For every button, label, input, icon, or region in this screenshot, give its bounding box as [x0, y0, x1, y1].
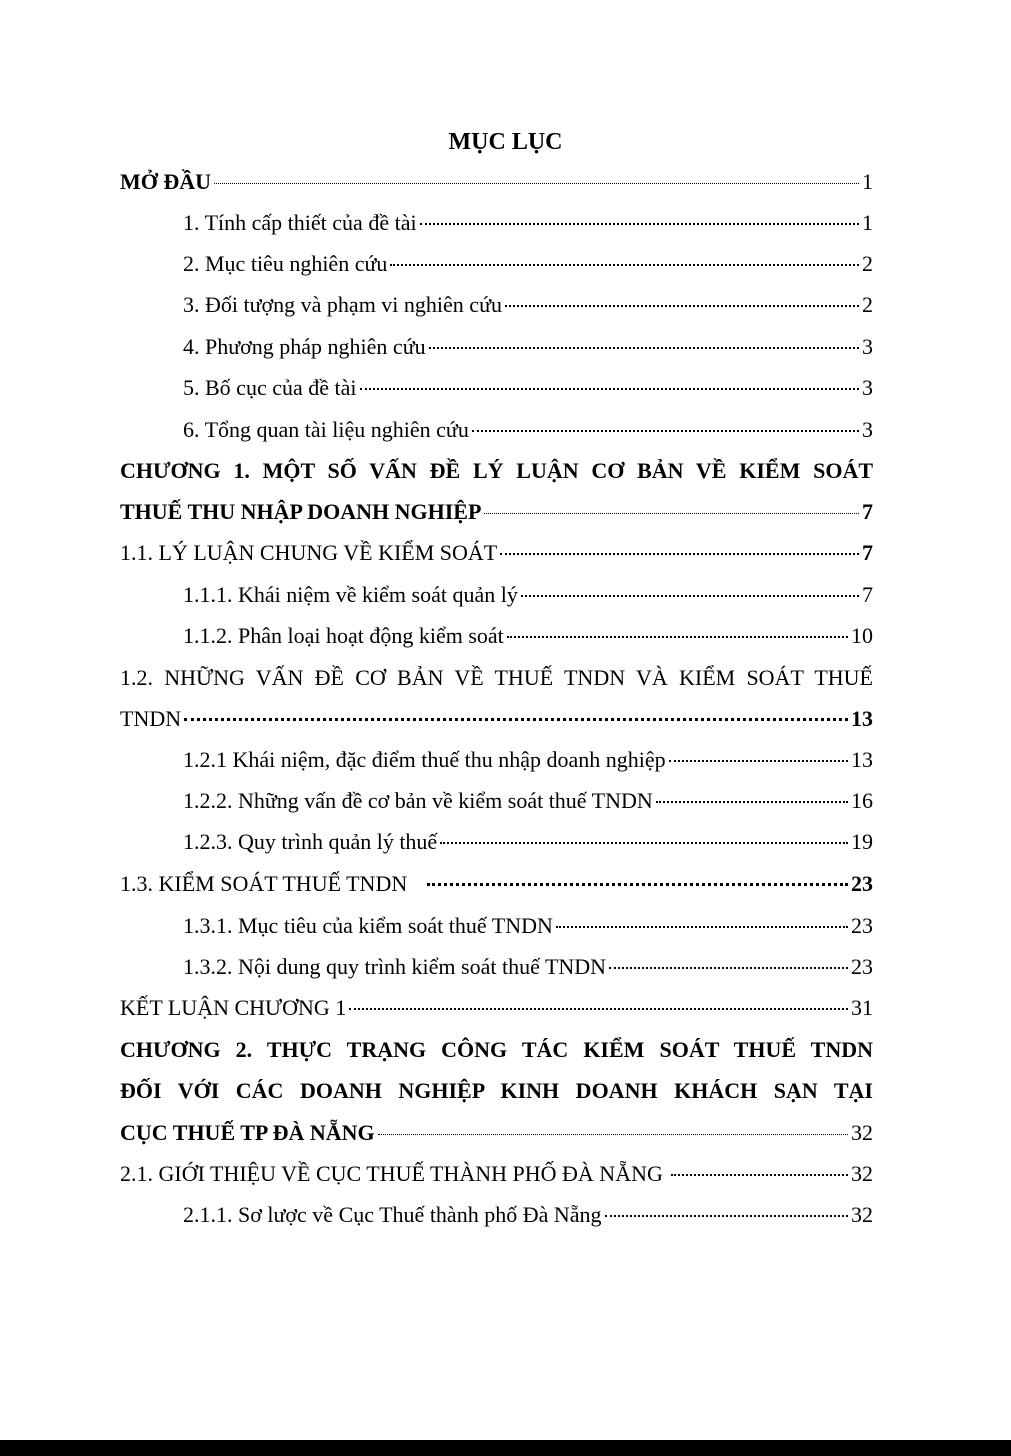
toc-section-2-1[interactable]: [120, 1156, 873, 1192]
toc-page-number: 3: [862, 375, 873, 400]
toc-entry[interactable]: [183, 577, 873, 613]
dot-leader: [390, 263, 859, 266]
toc-entry-label: 1.3.1. Mục tiêu của kiểm soát thuế TNDN: [183, 913, 553, 938]
toc-page-number: 32: [851, 1161, 873, 1186]
toc-page-number: 3: [862, 334, 873, 359]
toc-entry[interactable]: [183, 742, 873, 778]
dot-leader: [656, 800, 848, 803]
toc-entry-label: 1.2.3. Quy trình quản lý thuế: [183, 829, 438, 854]
toc-section-1-3[interactable]: [120, 866, 873, 902]
dot-leader: [609, 966, 848, 969]
toc-page-number: 1: [862, 169, 873, 194]
toc-page-number: 23: [851, 954, 873, 979]
toc-entry-label: CỤC THUẾ TP ĐÀ NẴNG: [120, 1120, 375, 1145]
toc-chapter-2-heading-line[interactable]: CHƯƠNG 2. THỰC TRẠNG CÔNG TÁC KIỂM SOÁT THUẾ TNDN: [120, 1037, 873, 1062]
toc-chapter-2-heading-line[interactable]: ĐỐI VỚI CÁC DOANH NGHIỆP KINH DOANH KHÁCH SẠN TẠI: [120, 1078, 873, 1103]
dot-leader: [556, 925, 848, 928]
dot-leader: [484, 512, 859, 514]
toc-entry-label: 1.1. LÝ LUẬN CHUNG VỀ KIỂM SOÁT: [120, 540, 498, 565]
toc-entry-label: 6. Tổng quan tài liệu nghiên cứu: [183, 417, 469, 442]
toc-page-number: 7: [862, 582, 873, 607]
dot-leader: [349, 1007, 848, 1010]
dot-leader: [671, 1173, 848, 1176]
toc-entry-label: 1.1.1. Khái niệm về kiểm soát quản lý: [183, 582, 518, 607]
toc-entry-label: 3. Đối tượng và phạm vi nghiên cứu: [183, 292, 502, 317]
toc-entry-label: 1.2.1 Khái niệm, đặc điểm thuế thu nhập doanh nghiệp: [183, 747, 666, 772]
toc-entry-label: 1.1.2. Phân loại hoạt động kiểm soát: [183, 623, 504, 648]
dot-leader: [420, 222, 859, 225]
toc-page-number: 32: [851, 1120, 873, 1145]
toc-entry[interactable]: [183, 329, 873, 365]
toc-section-1-2[interactable]: [120, 701, 873, 737]
toc-page-number: 7: [862, 499, 873, 524]
bottom-edge-bar: [0, 1440, 1011, 1456]
toc-entry[interactable]: [183, 246, 873, 282]
dot-leader: [360, 387, 860, 390]
toc-page-number: 10: [851, 623, 873, 648]
dot-leader: [505, 304, 859, 307]
dot-leader: [472, 429, 859, 432]
dot-leader: [429, 346, 859, 349]
dot-leader: [669, 759, 848, 762]
toc-entry-label: 2.1. GIỚI THIỆU VỀ CỤC THUẾ THÀNH PHỐ ĐÀ NẴNG: [120, 1161, 663, 1186]
toc-entry-label: 1.3. KIỂM SOÁT THUẾ TNDN: [120, 871, 408, 896]
toc-page-number: 2: [862, 251, 873, 276]
toc-page-number: 13: [851, 747, 873, 772]
toc-entry-label: 1.3.2. Nội dung quy trình kiểm soát thuế TNDN: [183, 954, 607, 979]
dot-leader: [521, 594, 859, 597]
toc-page-number: 16: [851, 788, 873, 813]
toc-chapter-2[interactable]: [120, 1115, 873, 1151]
toc-section-1-2-heading-line[interactable]: 1.2. NHỮNG VẤN ĐỀ CƠ BẢN VỀ THUẾ TNDN VÀ KIỂM SOÁT THUẾ: [120, 665, 873, 690]
dot-leader: [184, 717, 848, 721]
toc-page-number: 1: [862, 210, 873, 235]
dot-leader: [427, 882, 848, 886]
dot-leader: [507, 635, 848, 638]
toc-entry-label: 1. Tính cấp thiết của đề tài: [183, 210, 417, 235]
toc-page-number: 2: [862, 292, 873, 317]
toc-entry-label: 2.1.1. Sơ lược về Cục Thuế thành phố Đà Nẵng: [183, 1202, 602, 1227]
toc-page-number: 7: [862, 540, 873, 565]
toc-entry[interactable]: [183, 824, 873, 860]
toc-entry[interactable]: [183, 412, 873, 448]
toc-entry-label: 4. Phương pháp nghiên cứu: [183, 334, 426, 359]
dot-leader: [605, 1214, 849, 1217]
toc-entry-label: 5. Bố cục của đề tài: [183, 375, 357, 400]
toc-page-number: 32: [851, 1202, 873, 1227]
toc-entry-label: THUẾ THU NHẬP DOANH NGHIỆP: [120, 499, 482, 524]
toc-entry[interactable]: [183, 370, 873, 406]
toc-entry[interactable]: [183, 1197, 873, 1233]
toc-entry-label: MỞ ĐẦU: [120, 169, 212, 194]
page-title: MỤC LỤC: [448, 129, 563, 155]
dot-leader: [500, 552, 859, 555]
toc-page-number: 23: [851, 871, 873, 896]
toc-entry-label: 1.2.2. Những vấn đề cơ bản về kiểm soát thuế TNDN: [183, 788, 653, 813]
toc-section-1-1[interactable]: [120, 535, 873, 571]
toc-entry[interactable]: [183, 908, 873, 944]
toc-entry-label: 2. Mục tiêu nghiên cứu: [183, 251, 388, 276]
toc-entry-label: KẾT LUẬN CHƯƠNG 1: [120, 995, 347, 1020]
toc-page-number: 23: [851, 913, 873, 938]
dot-leader: [214, 182, 859, 184]
toc-page-number: 3: [862, 417, 873, 442]
toc-chapter-1-conclusion[interactable]: [120, 990, 873, 1026]
toc-entry[interactable]: [183, 618, 873, 654]
toc-page-number: 13: [851, 706, 873, 731]
toc-entry[interactable]: [183, 287, 873, 323]
dot-leader: [378, 1133, 848, 1135]
toc-page-number: 19: [851, 829, 873, 854]
toc-entry-label: TNDN: [120, 706, 182, 731]
toc-chapter-1-heading-line[interactable]: CHƯƠNG 1. MỘT SỐ VẤN ĐỀ LÝ LUẬN CƠ BẢN VỀ KIỂM SOÁT: [120, 458, 873, 483]
toc-entry[interactable]: [183, 949, 873, 985]
toc-entry[interactable]: [183, 205, 873, 241]
toc-chapter-1[interactable]: [120, 494, 873, 530]
toc-entry[interactable]: [183, 783, 873, 819]
toc-page-number: 31: [851, 995, 873, 1020]
dot-leader: [440, 841, 848, 844]
toc-entry-intro[interactable]: [120, 164, 873, 200]
